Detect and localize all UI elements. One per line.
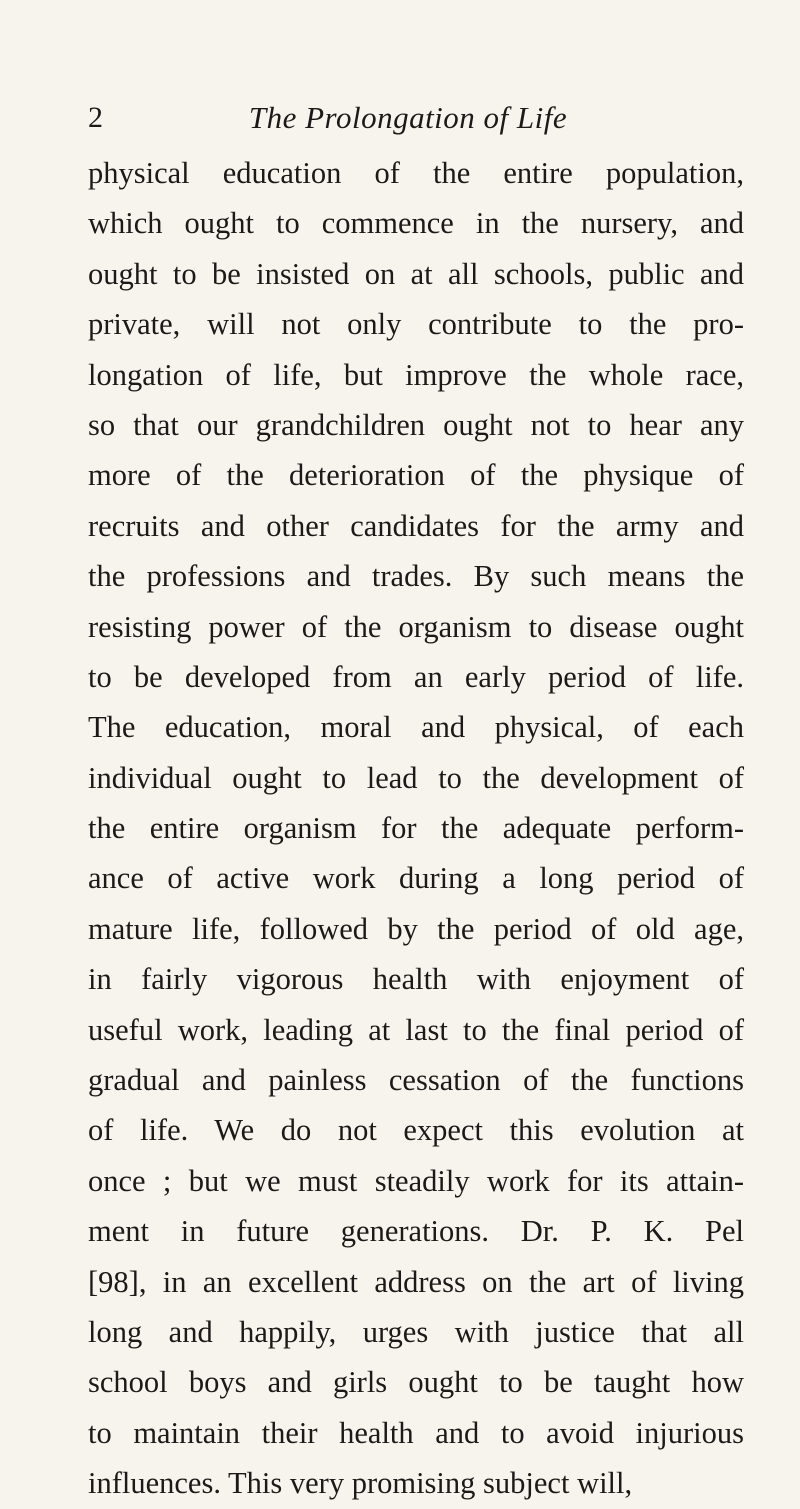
text-line: gradual and painless cessation of the functions [88, 1063, 744, 1098]
text-line: which ought to commence in the nursery, and [88, 206, 744, 241]
text-line: once ; but we must steadily work for its attain- [88, 1163, 744, 1198]
text-line: more of the deterioration of the physique of [88, 458, 744, 493]
running-head [88, 98, 728, 142]
text-line: the professions and trades. By such means the [88, 559, 744, 594]
text-line: private, will not only contribute to the pro- [88, 307, 744, 342]
text-line: recruits and other candidates for the army and [88, 508, 744, 543]
page-number: 2 [88, 101, 103, 134]
text-line: ought to be insisted on at all schools, public and [88, 256, 744, 291]
text-line: ance of active work during a long period of [88, 861, 744, 896]
text-line: influences. This very promising subject will, [88, 1466, 633, 1501]
text-line: physical education of the entire population, [88, 156, 744, 190]
text-line: to maintain their health and to avoid injurious [88, 1415, 744, 1450]
text-line: school boys and girls ought to be taught how [88, 1365, 744, 1400]
text-line: in fairly vigorous health with enjoyment of [88, 962, 744, 997]
text-line: so that our grandchildren ought not to hear any [88, 407, 744, 442]
text-line: The education, moral and physical, of each [88, 710, 744, 745]
text-line: ment in future generations. Dr. P. K. Pel [88, 1214, 744, 1249]
text-line: mature life, followed by the period of old age, [88, 911, 744, 946]
text-line: resisting power of the organism to disease ought [88, 609, 744, 644]
text-line: to be developed from an early period of life. [88, 659, 744, 694]
text-line: long and happily, urges with justice that all [88, 1314, 744, 1349]
running-title: The Prolongation of Life [248, 100, 568, 135]
text-line: longation of life, but improve the whole race, [88, 357, 744, 392]
text-line: of life. We do not expect this evolution at [88, 1113, 744, 1148]
text-line: [98], in an excellent address on the art of living [88, 1264, 744, 1299]
text-line: the entire organism for the adequate perform- [88, 811, 744, 846]
body-text [88, 148, 744, 1509]
text-line: useful work, leading at last to the final period of [88, 1012, 744, 1047]
text-line: individual ought to lead to the development of [88, 760, 744, 795]
